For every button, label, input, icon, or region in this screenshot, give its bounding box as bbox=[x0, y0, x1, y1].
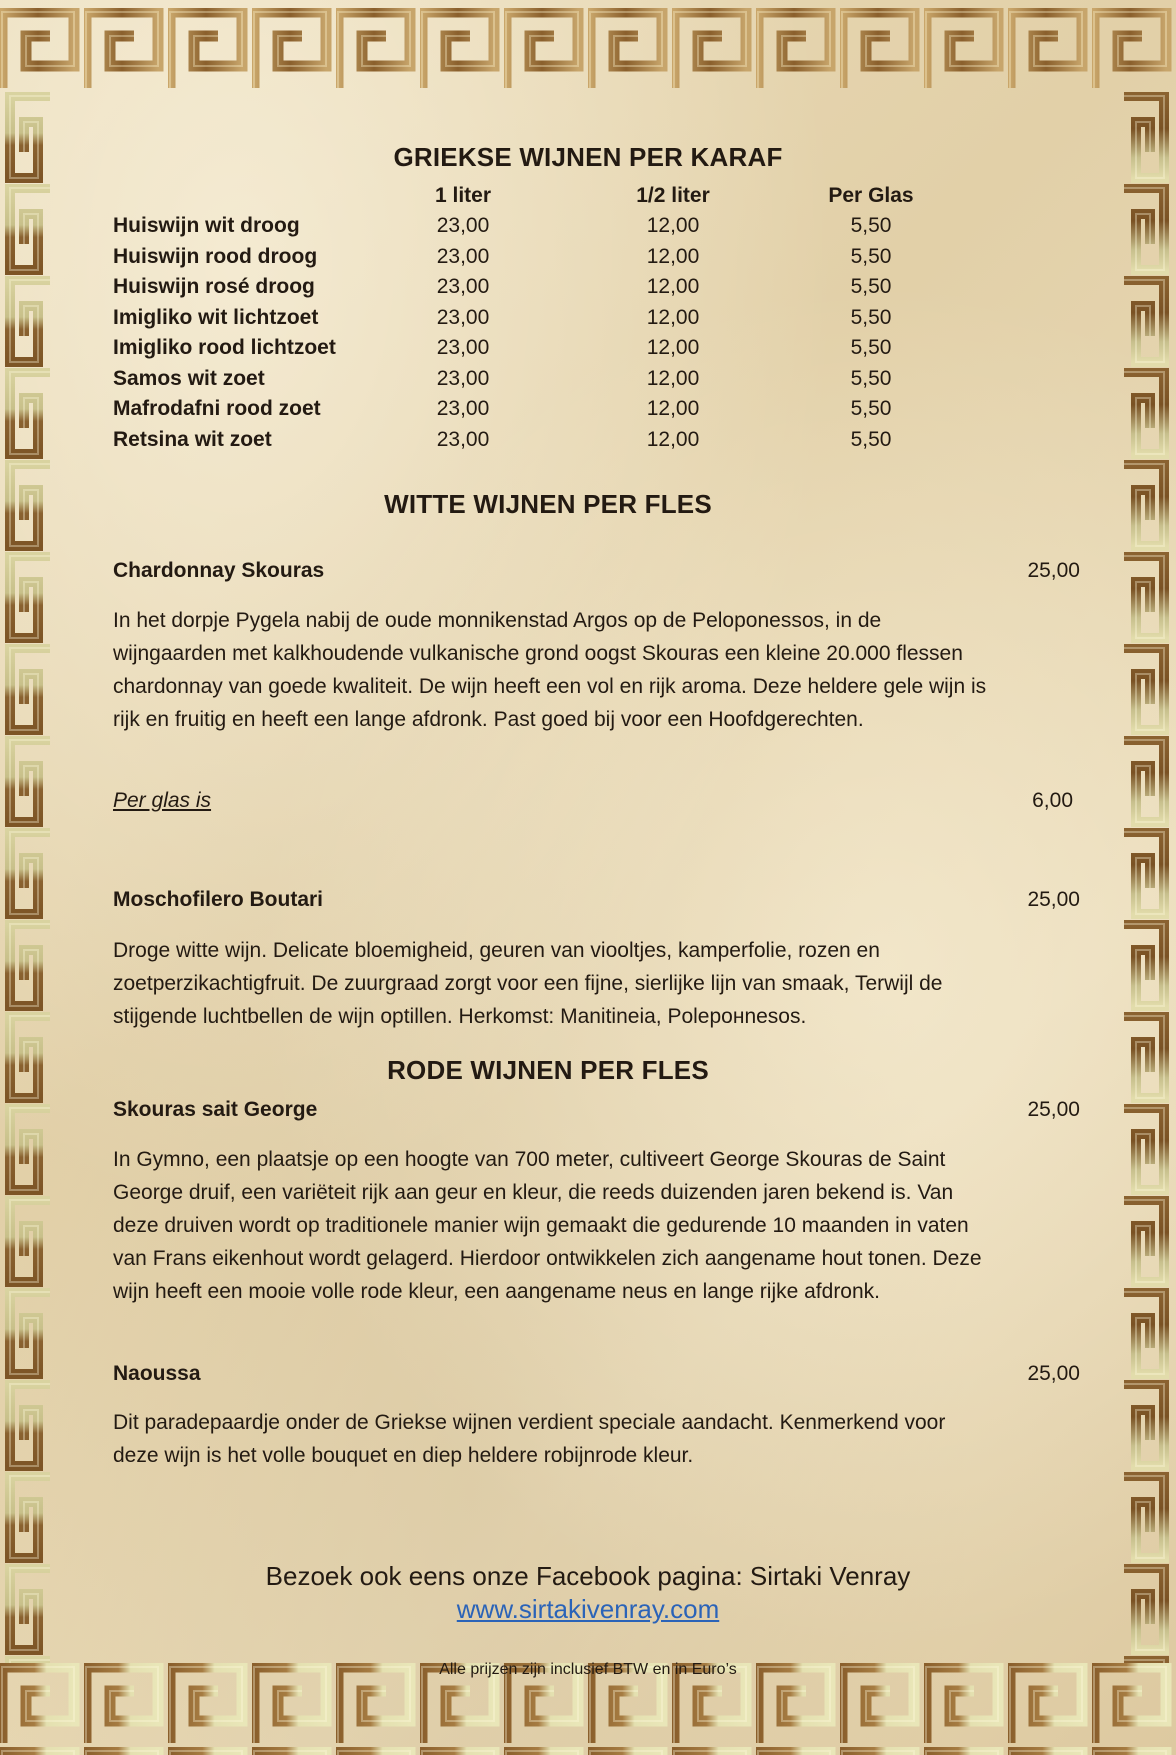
wine-name: Retsina wit zoet bbox=[113, 428, 272, 451]
price-half-liter: 12,00 bbox=[646, 336, 700, 359]
price-half-liter: 12,00 bbox=[646, 428, 700, 451]
price-half-liter: 12,00 bbox=[646, 245, 700, 268]
price-glass: 5,50 bbox=[850, 336, 892, 359]
price-glass: 5,50 bbox=[850, 306, 892, 329]
wine-name: Huiswijn wit droog bbox=[113, 214, 300, 237]
wine-name: Chardonnay Skouras bbox=[113, 559, 325, 582]
price-liter: 23,00 bbox=[436, 428, 490, 451]
wine-name: Huiswijn rosé droog bbox=[113, 275, 315, 298]
price-footnote: Alle prijzen zijn inclusief BTW en in Euro’s bbox=[439, 1661, 737, 1678]
price-liter: 23,00 bbox=[436, 214, 490, 237]
wine-description: Droge witte wijn. Delicate bloemigheid, geuren van viooltjes, kamperfolie, rozen en zoetperzikachtigfruit. De zuurgraad zorgt voor een fijne, sierlijke lijn van smaak, Terwijl de stijgende luchtbellen de wijn optillen. Herkomst: Manitineia, Polepонnesos. bbox=[113, 939, 943, 1028]
carafe-row bbox=[113, 336, 1043, 366]
wine-price: 25,00 bbox=[1027, 1362, 1080, 1385]
price-glass: 5,50 bbox=[850, 275, 892, 298]
wine-description: In het dorpje Pygela nabij de oude monnikenstad Argos op de Peloponessos, in de wijngaarden met kalkhoudende vulkanische grond oogst Skouras een kleine 20.000 flessen chardonnay van goede kwaliteit. De wijn heeft een vol en rijk aroma. Deze heldere gele wijn is rijk en fruitig en heeft een lange afdronk. Past goed bij voor een Hoofdgerechten. bbox=[113, 609, 987, 731]
white-wines-heading: WITTE WIJNEN PER FLES bbox=[384, 489, 712, 519]
price-glass: 5,50 bbox=[850, 214, 892, 237]
carafe-row bbox=[113, 214, 1043, 244]
wine-name: Naoussa bbox=[113, 1362, 201, 1385]
price-glass: 5,50 bbox=[850, 367, 892, 390]
carafe-row bbox=[113, 275, 1043, 305]
facebook-note: Bezoek ook eens onze Facebook pagina: Sirtaki Venray bbox=[265, 1561, 911, 1591]
price-glass: 5,50 bbox=[850, 428, 892, 451]
wine-name: Moschofilero Boutari bbox=[113, 888, 324, 911]
price-liter: 23,00 bbox=[436, 336, 490, 359]
red-wines-heading: RODE WIJNEN PER FLES bbox=[387, 1055, 709, 1085]
price-liter: 23,00 bbox=[436, 275, 490, 298]
website-link-wrap bbox=[0, 1594, 1176, 1625]
wine-description: In Gymno, een plaatsje op een hoogte van 700 meter, cultiveert George Skouras de Saint George druif, een variëteit rijk aan geur en kleur, die reeds duizenden jaren bekend is. Van deze druiven wordt op traditionele manier wijn gemaakt die gedurende 10 maanden in vaten van Frans eikenhout wordt gelagerd. Hierdoor ontwikkelen zich aangename hout tonen. Deze wijn heeft een mooie volle rode kleur, een aangename neus en lange rijke afdronk. bbox=[113, 1148, 982, 1303]
wine-price: 25,00 bbox=[1027, 559, 1080, 582]
carafe-row bbox=[113, 367, 1043, 397]
wine-price: 25,00 bbox=[1027, 1098, 1080, 1121]
price-liter: 23,00 bbox=[436, 397, 490, 420]
wine-name: Skouras sait George bbox=[113, 1098, 318, 1121]
price-glass: 5,50 bbox=[850, 245, 892, 268]
wine-price: 25,00 bbox=[1027, 888, 1080, 911]
column-header-per-glas: Per Glas bbox=[828, 184, 914, 207]
price-liter: 23,00 bbox=[436, 367, 490, 390]
per-glass-label: Per glas is bbox=[113, 789, 212, 812]
price-half-liter: 12,00 bbox=[646, 367, 700, 390]
per-glass-price: 6,00 bbox=[1032, 789, 1073, 812]
price-half-liter: 12,00 bbox=[646, 397, 700, 420]
wine-name: Imigliko rood lichtzoet bbox=[113, 336, 336, 359]
column-header-half-liter: 1/2 liter bbox=[636, 184, 710, 207]
carafe-heading: GRIEKSE WIJNEN PER KARAF bbox=[393, 142, 783, 172]
wine-description: Dit paradepaardje onder de Griekse wijnen verdient speciale aandacht. Kenmerkend voor deze wijn is het volle bouquet en diep heldere robijnrode kleur. bbox=[113, 1411, 946, 1467]
carafe-row bbox=[113, 397, 1043, 427]
carafe-row bbox=[113, 306, 1043, 336]
wine-name: Huiswijn rood droog bbox=[113, 245, 318, 268]
wine-name: Samos wit zoet bbox=[113, 367, 265, 390]
price-half-liter: 12,00 bbox=[646, 275, 700, 298]
carafe-row bbox=[113, 428, 1043, 458]
carafe-row bbox=[113, 245, 1043, 275]
website-link[interactable]: www.sirtakivenray.com bbox=[456, 1594, 720, 1624]
wine-name: Mafrodafni rood zoet bbox=[113, 397, 321, 420]
carafe-column-headers bbox=[113, 184, 1043, 214]
price-half-liter: 12,00 bbox=[646, 306, 700, 329]
column-header-1-liter: 1 liter bbox=[434, 184, 492, 207]
price-liter: 23,00 bbox=[436, 306, 490, 329]
price-half-liter: 12,00 bbox=[646, 214, 700, 237]
wine-name: Imigliko wit lichtzoet bbox=[113, 306, 319, 329]
price-liter: 23,00 bbox=[436, 245, 490, 268]
price-glass: 5,50 bbox=[850, 397, 892, 420]
